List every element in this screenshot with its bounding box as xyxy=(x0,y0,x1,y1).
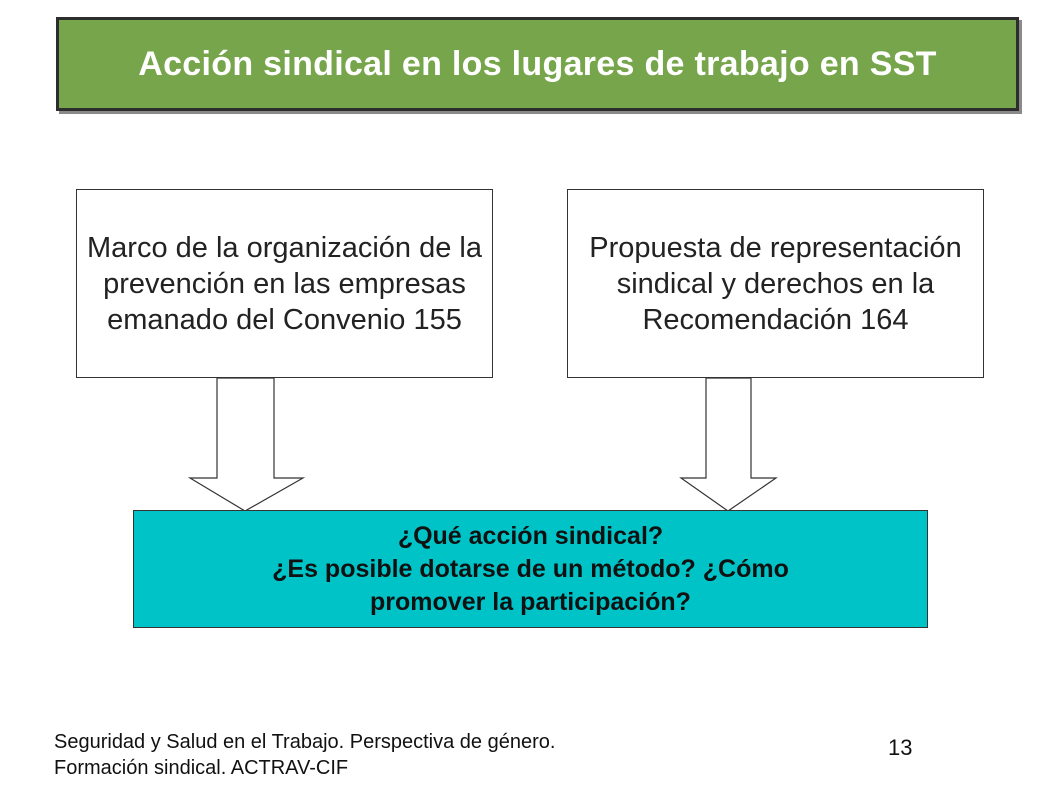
down-arrow-right-icon xyxy=(681,378,776,511)
footer-line-2: Formación sindical. ACTRAV-CIF xyxy=(54,757,349,779)
down-arrow-left-icon xyxy=(190,378,303,511)
page-number: 13 xyxy=(888,735,913,760)
proposal-box xyxy=(567,189,984,378)
footer-line-1: Seguridad y Salud en el Trabajo. Perspectiva de género. xyxy=(54,731,556,753)
title-banner xyxy=(56,17,1019,111)
question-line-2: ¿Es posible dotarse de un método? ¿Cómo xyxy=(272,554,789,583)
proposal-box-text: Propuesta de representación sindical y derechos en la Recomendación 164 xyxy=(589,231,962,336)
question-box xyxy=(133,510,928,628)
question-line-3: promover la participación? xyxy=(370,587,691,616)
slide-title: Acción sindical en los lugares de trabajo en SST xyxy=(138,44,937,83)
framework-box xyxy=(76,189,493,378)
question-line-1: ¿Qué acción sindical? xyxy=(397,521,664,550)
framework-box-text: Marco de la organización de la prevención en las empresas emanado del Convenio 155 xyxy=(87,231,482,336)
footer-caption xyxy=(54,729,555,781)
